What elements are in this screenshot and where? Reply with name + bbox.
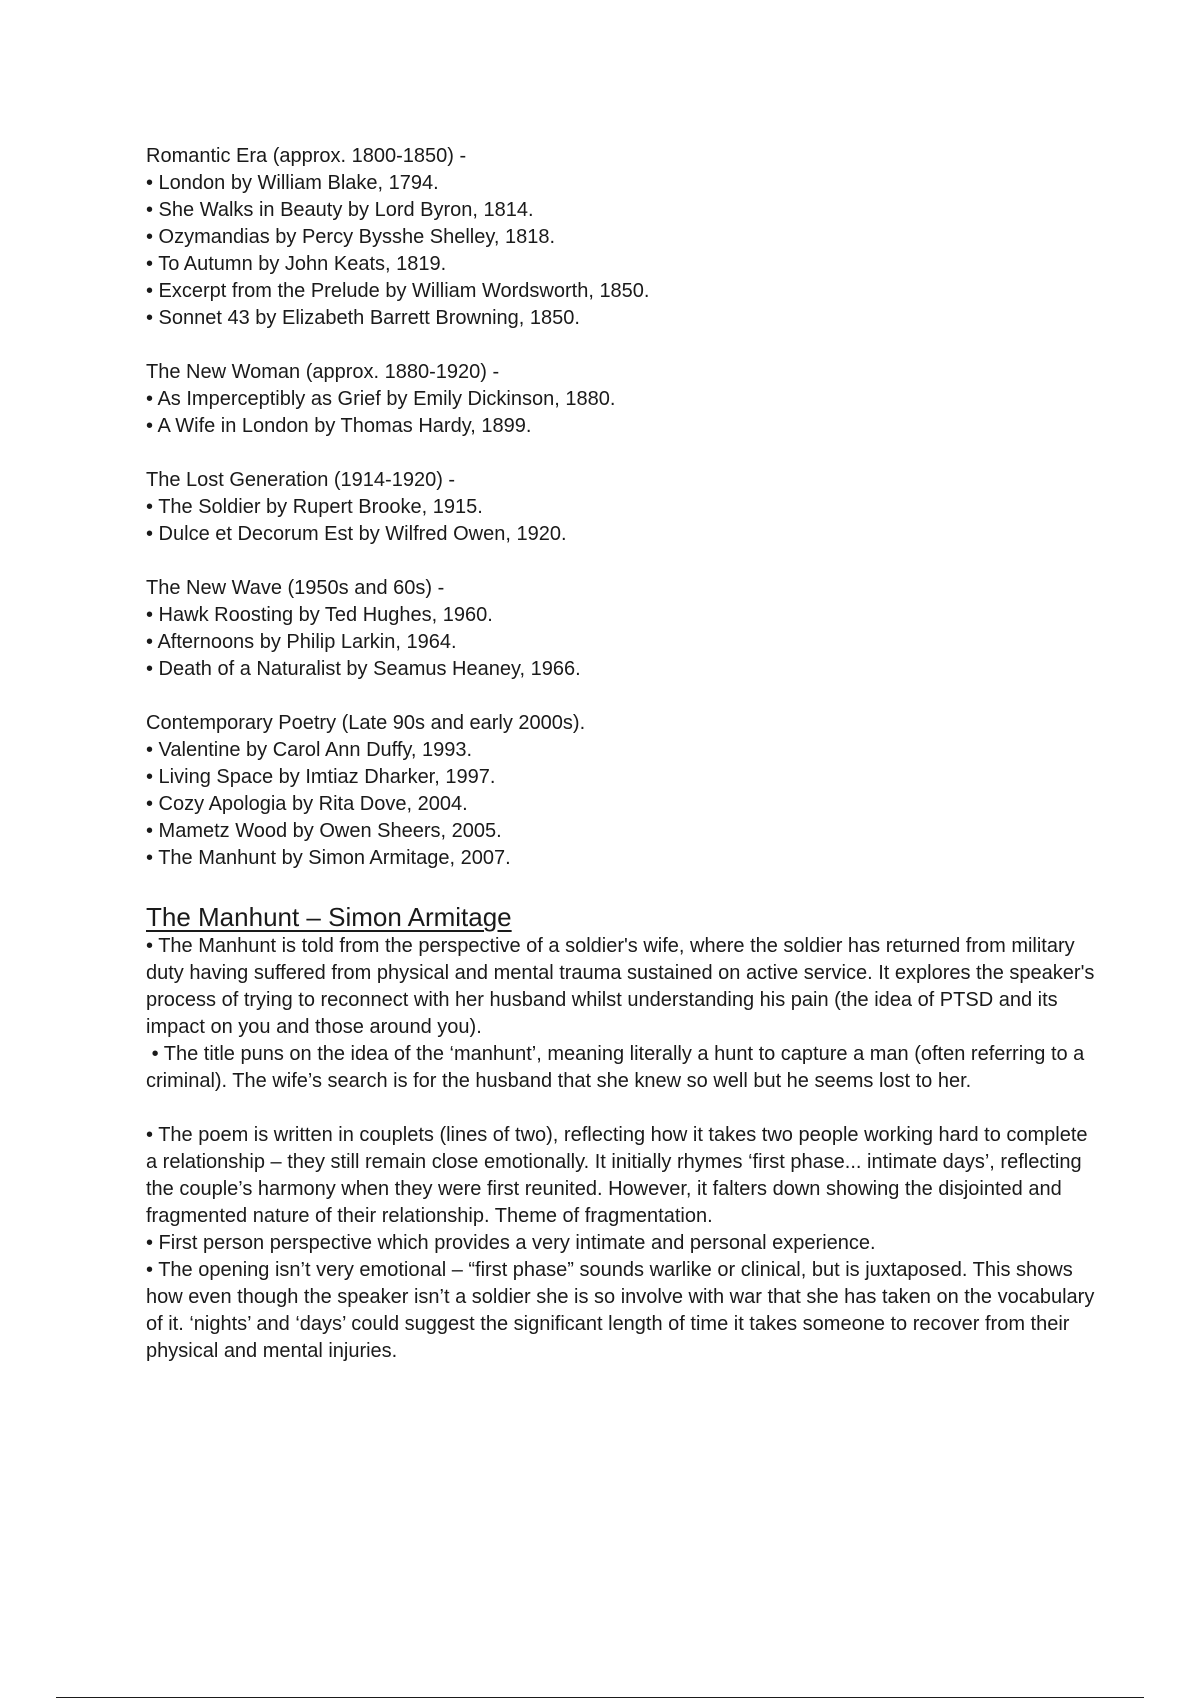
poem-list-item: • Living Space by Imtiaz Dharker, 1997. (146, 766, 496, 788)
era-heading: The New Wave (1950s and 60s) - (146, 577, 445, 599)
spacer (146, 683, 1096, 710)
spacer (146, 1095, 1096, 1122)
era-section-romantic (146, 143, 1096, 332)
analysis-paragraph: • The Manhunt is told from the perspective of a soldier's wife, where the soldier has returned from military duty having suffered from physical and mental trauma sustained on active service. It explores the speaker's process of trying to reconnect with her husband whilst understanding his pain (the idea of PTSD and its impact on you and those around you). (146, 935, 1095, 1038)
spacer (146, 872, 1096, 899)
analysis-section (146, 901, 1096, 1365)
era-section-new-wave (146, 575, 1096, 683)
era-heading: Romantic Era (approx. 1800-1850) - (146, 145, 467, 167)
poem-list-item: • Cozy Apologia by Rita Dove, 2004. (146, 793, 468, 815)
spacer (146, 440, 1096, 467)
footer-divider (56, 1697, 1144, 1698)
poem-list-item: • Ozymandias by Percy Bysshe Shelley, 1818. (146, 226, 556, 248)
analysis-paragraph: • First person perspective which provides a very intimate and personal experience. (146, 1232, 876, 1254)
era-heading: Contemporary Poetry (Late 90s and early 2000s). (146, 712, 586, 734)
poem-list-item: • To Autumn by John Keats, 1819. (146, 253, 447, 275)
poem-list-item: • The Soldier by Rupert Brooke, 1915. (146, 496, 483, 518)
era-heading: The Lost Generation (1914-1920) - (146, 469, 456, 491)
poem-list-item: • Afternoons by Philip Larkin, 1964. (146, 631, 457, 653)
era-heading: The New Woman (approx. 1880-1920) - (146, 361, 500, 383)
era-section-lost-generation (146, 467, 1096, 548)
poem-list-item: • London by William Blake, 1794. (146, 172, 439, 194)
poem-list-item: • A Wife in London by Thomas Hardy, 1899. (146, 415, 532, 437)
document-page (146, 143, 1096, 1365)
era-section-new-woman (146, 359, 1096, 440)
poem-list-item: • As Imperceptibly as Grief by Emily Dickinson, 1880. (146, 388, 616, 410)
poem-list-item: • She Walks in Beauty by Lord Byron, 1814. (146, 199, 534, 221)
spacer (146, 332, 1096, 359)
era-section-contemporary (146, 710, 1096, 872)
poem-list-item: • The Manhunt by Simon Armitage, 2007. (146, 847, 511, 869)
poem-list-item: • Hawk Roosting by Ted Hughes, 1960. (146, 604, 493, 626)
poem-list-item: • Dulce et Decorum Est by Wilfred Owen, 1920. (146, 523, 567, 545)
analysis-paragraph: • The title puns on the idea of the ‘manhunt’, meaning literally a hunt to capture a man (often referring to a criminal). The wife’s search is for the husband that she knew so well but he seems lost to her. (146, 1043, 1090, 1092)
poem-list-item: • Death of a Naturalist by Seamus Heaney, 1966. (146, 658, 581, 680)
poem-list-item: • Mametz Wood by Owen Sheers, 2005. (146, 820, 502, 842)
analysis-paragraph: • The poem is written in couplets (lines of two), reflecting how it takes two people working hard to complete a relationship – they still remain close emotionally. It initially rhymes ‘first phase... intimate days’, reflecting the couple’s harmony when they were first reunited. However, it falters down showing the disjointed and fragmented nature of their relationship. Theme of fragmentation. (146, 1124, 1088, 1227)
poem-list-item: • Excerpt from the Prelude by William Wordsworth, 1850. (146, 280, 650, 302)
analysis-title: The Manhunt – Simon Armitage (146, 902, 512, 932)
analysis-paragraph: • The opening isn’t very emotional – “first phase” sounds warlike or clinical, but is juxtaposed. This shows how even though the speaker isn’t a soldier she is so involve with war that she has taken on the vocabulary of it. ‘nights’ and ‘days’ could suggest the significant length of time it takes someone to recover from their physical and mental injuries. (146, 1259, 1095, 1362)
spacer (146, 548, 1096, 575)
poem-list-item: • Valentine by Carol Ann Duffy, 1993. (146, 739, 473, 761)
poem-list-item: • Sonnet 43 by Elizabeth Barrett Browning, 1850. (146, 307, 580, 329)
